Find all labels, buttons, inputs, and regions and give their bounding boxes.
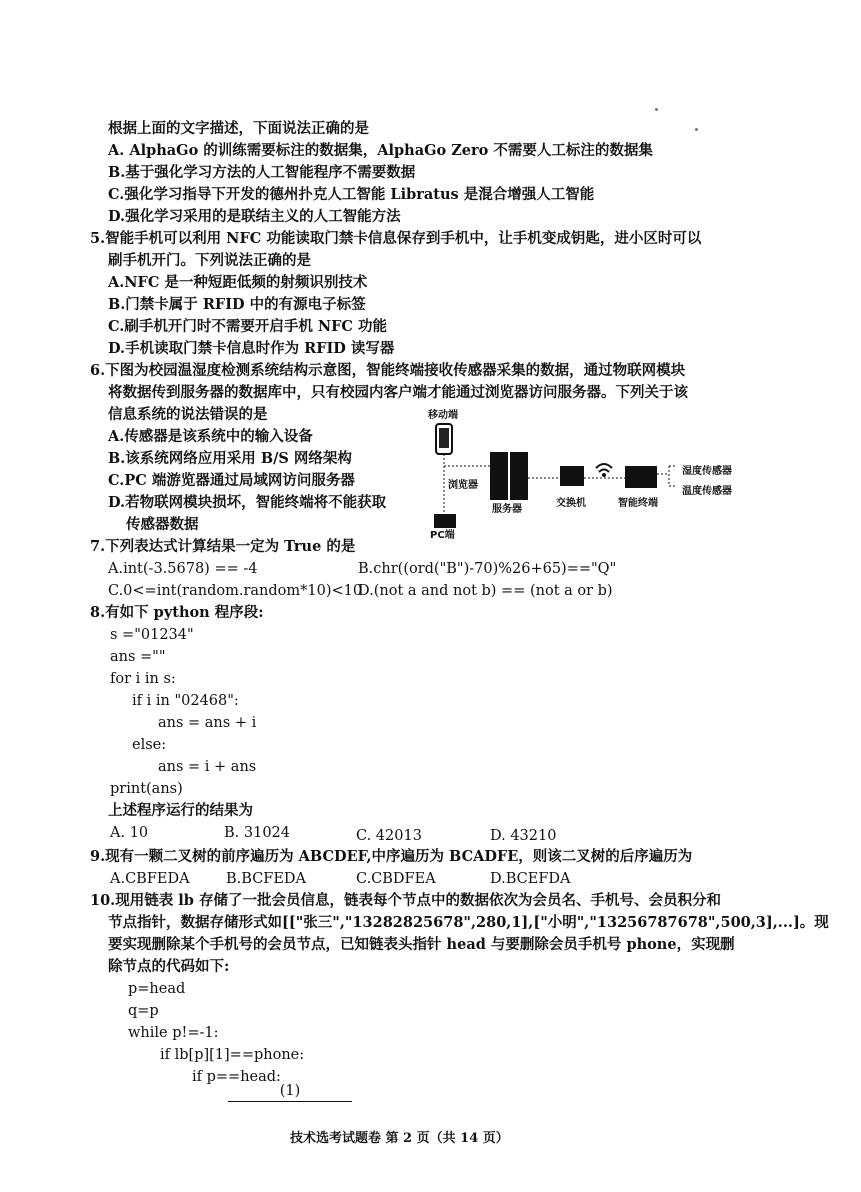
q6-stem-line1: 6.下图为校园温湿度检测系统结构示意图，智能终端接收传感器采集的数据，通过物联网模块 xyxy=(90,362,686,379)
q5-option-a: A.NFC 是一种短距低频的射频识别技术 xyxy=(108,274,368,291)
q8-option-a: A. 10 xyxy=(110,825,149,841)
scan-speck xyxy=(655,108,658,111)
q9-option-a: A.CBFEDA xyxy=(110,871,190,887)
q6-option-c: C.PC 端游览器通过局域网访问服务器 xyxy=(108,472,355,489)
mobile-screen-icon xyxy=(439,428,449,448)
smart-terminal-icon xyxy=(625,466,657,488)
server-left-icon xyxy=(490,452,508,500)
q7-option-b: B.chr((ord("B")-70)%26+65)=="Q" xyxy=(358,561,617,577)
q6-option-b: B.该系统网络应用采用 B/S 网络架构 xyxy=(108,450,352,467)
q8-option-d: D. 43210 xyxy=(490,828,557,844)
q8-code-line-7: ans = i + ans xyxy=(158,759,257,775)
q8-option-c: C. 42013 xyxy=(356,828,422,844)
diagram-label-browser: 浏览器 xyxy=(448,480,478,491)
q5-stem-line2: 刷手机开门。下列说法正确的是 xyxy=(108,252,311,269)
wifi-dot-icon xyxy=(602,473,606,477)
q6-option-a: A.传感器是该系统中的输入设备 xyxy=(108,428,313,445)
q8-code-line-2: ans ="" xyxy=(110,649,166,665)
q5-option-c: C.刷手机开门时不需要开启手机 NFC 功能 xyxy=(108,318,388,335)
q6-stem-line2: 将数据传到服务器的数据库中，只有校园内客户端才能通过浏览器访问服务器。下列关于该 xyxy=(108,384,688,401)
q5-option-b: B.门禁卡属于 RFID 中的有源电子标签 xyxy=(108,296,366,313)
diagram-label-pc: PC端 xyxy=(430,530,455,540)
pc-icon xyxy=(434,514,456,528)
diagram-label-server: 服务器 xyxy=(492,504,522,515)
scan-speck xyxy=(695,128,698,131)
q4-option-d: D.强化学习采用的是联结主义的人工智能方法 xyxy=(108,208,401,225)
q5-stem-line1: 5.智能手机可以利用 NFC 功能读取门禁卡信息保存到手机中，让手机变成钥匙，进小区时可以 xyxy=(90,230,702,247)
q4-stem: 根据上面的文字描述，下面说法正确的是 xyxy=(108,120,369,137)
q10-blank-1: (1) xyxy=(228,1081,352,1102)
sensor-branch-lines xyxy=(657,466,677,486)
q10-code-line-3: while p!=-1: xyxy=(128,1025,219,1041)
q10-code-line-5: if p==head: xyxy=(192,1069,281,1085)
page-footer: 技术选考试题卷 第 2 页（共 14 页） xyxy=(290,1131,509,1146)
q10-stem-line2: 节点指针，数据存储形式如[["张三","13282825678",280,1],["小明","13256787678",500,3],...]。现 xyxy=(108,914,829,931)
switch-icon xyxy=(560,466,584,486)
q7-stem: 7.下列表达式计算结果一定为 True 的是 xyxy=(90,538,356,555)
q10-stem-line1: 10.现用链表 lb 存储了一批会员信息，链表每个节点中的数据依次为会员名、手机号、会员积分和 xyxy=(90,892,721,909)
q9-option-d: D.BCEFDA xyxy=(490,871,571,887)
q7-option-d: D.(not a and not b) == (not a or b) xyxy=(358,583,613,599)
q4-option-a: A. AlphaGo 的训练需要标注的数据集，AlphaGo Zero 不需要人工标注的数据集 xyxy=(108,142,653,159)
diagram-label-terminal: 智能终端 xyxy=(618,498,658,509)
q9-option-b: B.BCFEDA xyxy=(226,871,307,887)
q6-option-d-line2: 传感器数据 xyxy=(126,516,199,533)
q4-option-b: B.基于强化学习方法的人工智能程序不需要数据 xyxy=(108,164,416,181)
q7-option-a: A.int(-3.5678) == -4 xyxy=(108,561,258,577)
q10-stem-line4: 除节点的代码如下: xyxy=(108,958,230,975)
q8-option-b: B. 31024 xyxy=(224,825,291,841)
q8-stem: 8.有如下 python 程序段: xyxy=(90,604,264,621)
q7-option-c: C.0<=int(random.random*10)<10 xyxy=(108,583,363,599)
diagram-label-mobile: 移动端 xyxy=(428,410,458,421)
q6-stem-line3: 信息系统的说法错误的是 xyxy=(108,406,268,423)
q10-code-line-4: if lb[p][1]==phone: xyxy=(160,1047,305,1063)
q10-code-line-2: q=p xyxy=(128,1003,159,1019)
q9-stem: 9.现有一颗二叉树的前序遍历为 ABCDEF,中序遍历为 BCADFE，则该二叉树的后序遍历为 xyxy=(90,848,693,865)
q8-code-line-4: if i in "02468": xyxy=(132,693,239,709)
q6-option-d-line1: D.若物联网模块损坏，智能终端将不能获取 xyxy=(108,494,387,511)
diagram-label-temperature: 温度传感器 xyxy=(682,486,732,497)
campus-sensor-system-diagram xyxy=(420,408,780,540)
diagram-label-switch: 交换机 xyxy=(556,498,586,509)
q8-result-prompt: 上述程序运行的结果为 xyxy=(108,802,253,819)
q9-option-c: C.CBDFEA xyxy=(356,871,436,887)
q8-code-line-3: for i in s: xyxy=(110,671,176,687)
server-right-icon xyxy=(510,452,528,500)
q10-stem-line3: 要实现删除某个手机号的会员节点，已知链表头指针 head 与要删除会员手机号 phone，实现删 xyxy=(108,936,735,953)
diagram-label-humidity: 湿度传感器 xyxy=(682,466,732,477)
wifi-icon xyxy=(596,464,612,472)
q8-code-line-5: ans = ans + i xyxy=(158,715,257,731)
q5-option-d: D.手机读取门禁卡信息时作为 RFID 读写器 xyxy=(108,340,395,357)
q4-option-c: C.强化学习指导下开发的德州扑克人工智能 Libratus 是混合增强人工智能 xyxy=(108,186,595,203)
q8-code-line-6: else: xyxy=(132,737,167,753)
q8-code-line-8: print(ans) xyxy=(110,781,183,797)
q10-code-line-1: p=head xyxy=(128,981,186,997)
q8-code-line-1: s ="01234" xyxy=(110,627,194,643)
